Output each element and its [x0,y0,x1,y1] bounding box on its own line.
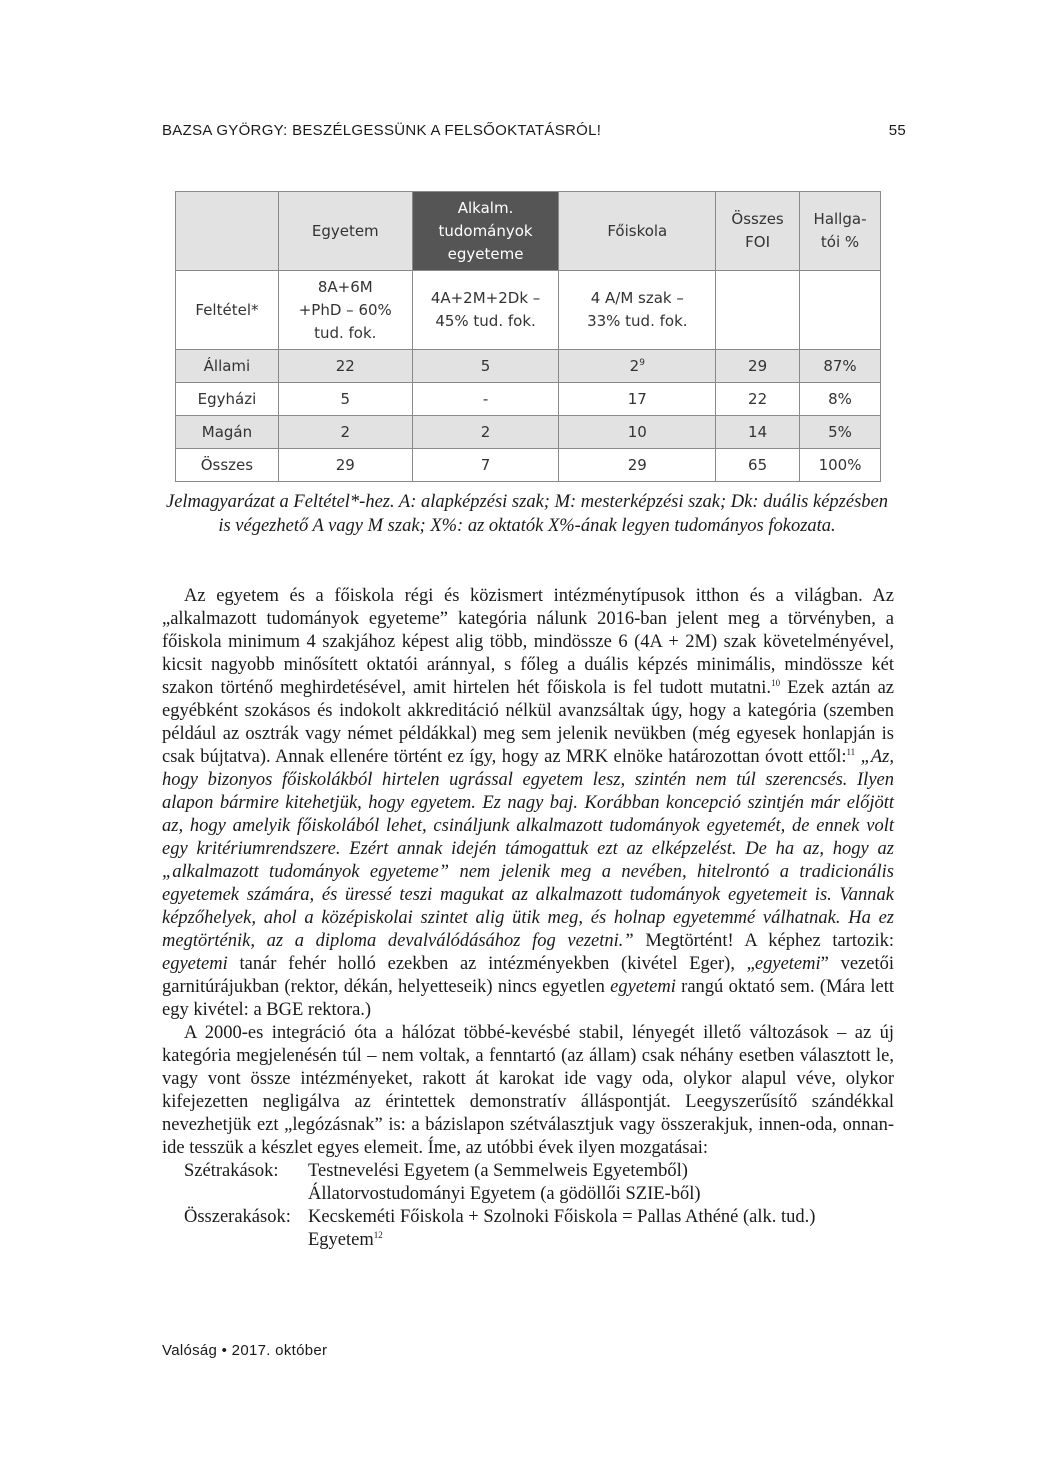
header-cell-egyetem: Egyetem [278,192,412,271]
cell-osszes: 65 [716,449,800,482]
table-row [176,449,881,482]
table-header-row [176,192,881,271]
list-item: Szétrakások: Testnevelési Egyetem (a Semmelweis Egyetemből) [184,1161,688,1181]
cell-foiskola: 10 [559,416,716,449]
cell-osszes: 29 [716,350,800,383]
header-cell-foiskola: Főiskola [559,192,716,271]
cell-pct: 5% [800,416,881,449]
cell-foiskola: $2^9$ [559,350,716,383]
header-cell-pct: Hallga- tói % [800,192,881,271]
cell-condition-alk: 4A+2M+2Dk – 45% tud. fok. [412,271,559,350]
cell-alk: 5 [412,350,559,383]
cell-label: Állami [176,350,279,383]
footnote-ref: 9 [639,357,645,368]
table-legend: Jelmagyarázat a Feltétel*-hez. A: alapképzési szak; M: mesterképzési szak; Dk: duális képzésben is végezhető A vagy M szak; X%: az oktatók X%-ának legyen tudományos fokozata. [166,492,888,536]
page-number: 55 [888,122,906,139]
changes-list [162,1160,894,1252]
paragraph: Az egyetem és a főiskola régi és közismert intézménytípusok itthon és a világban. Az „alkalmazott tudományok egyeteme” kategória nálunk 2016-ban jelent meg a törvényben, a főiskola minimum 4 szakjához képest alig több, mindössze 6 (4A + 2M) szak követelményével, kicsit nagyobb minősített oktatói aránnyal, s főleg a duális képzés minimális, mindössze két szakon történő meghirdetésével, amit hirtelen hét főiskola is fel tudott mutatni.$^{10}$ Ezek aztán az egyébként szokásos és indokolt akkreditáció nélkül avanzsáltak úgy, hogy a kategória (szemben például az osztrák vagy német példákkal) meg sem jelenik nevükben (még egyesek honlapján is csak bújtatva). Annak ellenére történt ez így, hogy az MRK elnöke határozottan óvott ettől:$^{11}$ „Az, hogy bizonyos főiskolákból hirtelen ugrással egyetem lesz, szintén nem túl szerencsés. Ilyen alapon bármire kitehetjük, hogy egyetem. Ez nagy baj. Korábban koncepció szintjén már előjött az, hogy amelyik főiskolából lehet, csináljunk alkalmazott tudományok egyetemét, de ennek volt egy kritériumrendszere. Ezért annak idején támogattuk ezt az elképzelést. De ha az, hogy az „alkalmazott tudományok egyeteme” nem jelenik meg a nevében, hitelrontó a tradicionális egyetemek számára, és üressé teszi magukat az alkalmazott tudományok egyetemeit is. Vannak képzőhelyek, ahol a középiskolai szintet alig ütik meg, és holnap egyetemmé válhatnak. Ha ez megtörténik, az a diploma devalválódásához fog vezetni.” Megtörtént! A képhez tartozik: egyetemi tanár fehér holló ezekben az intézményekben (kivétel Eger), „egyetemi” vezetői garnitúrájukban (rektor, dékán, helyetteseik) nincs egyetlen egyetemi rangú oktató sem. (Mára lett egy kivétel: a BGE rektora.) [162,586,895,1020]
cell-condition-osszes [716,271,800,350]
cell-foiskola: 29 [559,449,716,482]
cell-osszes: 14 [716,416,800,449]
cell-egyetem: 22 [278,350,412,383]
cell-foiskola: 17 [559,383,716,416]
running-footer: Valóság • 2017. október [162,1342,328,1359]
table-row [176,350,881,383]
footnote-ref: 12 [373,1229,383,1240]
cell-osszes: 22 [716,383,800,416]
cell-label: Egyházi [176,383,279,416]
cell-alk: - [412,383,559,416]
cell-condition-pct [800,271,881,350]
table-row [176,416,881,449]
cell-pct: 87% [800,350,881,383]
cell-egyetem: 5 [278,383,412,416]
table-row-condition [176,271,881,350]
paragraph: A 2000-es integráció óta a hálózat többé-kevésbé stabil, lényegét illető változások – az új kategória megjelenésén túl – nem voltak, a fenntartó (az állam) csak néhány esetben választott le, vagy vont össze intézményeket, rakott át karokat ide vagy oda, olykor alapul véve, olykor kifejezetten negligálva az érintettek demonstratív álláspontját. Leegyszerűsítő szándékkal nevezhetjük ezt „legózásnak” is: a bázislapon szétválasztjuk vagy összerakjuk, innen-oda, onnan-ide tesszük a készlet egyes elemeit. Íme, az utóbbi évek ilyen mozgatásai: [162,1023,894,1158]
list-item: Egyetem$^{12}$ [308,1229,383,1250]
cell-alk: 7 [412,449,559,482]
cell-label: Összes [176,449,279,482]
cell-pct: 100% [800,449,881,482]
footnote-ref: 11 [846,746,856,757]
running-title: BAZSA GYÖRGY: BESZÉLGESSÜNK A FELSŐOKTATÁSRÓL! [162,122,602,139]
table-row [176,383,881,416]
list-item: Állatorvostudományi Egyetem (a gödöllői SZIE-ből) [308,1184,701,1204]
cell-egyetem: 29 [278,449,412,482]
cell-alk: 2 [412,416,559,449]
body-text [162,585,894,1252]
header-cell-osszes: Összes FOI [716,192,800,271]
cell-egyetem: 2 [278,416,412,449]
cell-pct: 8% [800,383,881,416]
header-cell-empty [176,192,279,271]
institution-table [175,191,881,482]
list-item: Összerakások: Kecskeméti Főiskola + Szolnoki Főiskola = Pallas Athéné (alk. tud.) [184,1207,816,1227]
cell-condition-egyetem: 8A+6M +PhD – 60% tud. fok. [278,271,412,350]
header-cell-alk: Alkalm. tudományok egyeteme [412,192,559,271]
cell-label: Magán [176,416,279,449]
cell-condition-foiskola: 4 A/M szak – 33% tud. fok. [559,271,716,350]
footnote-ref: 10 [771,677,781,688]
quotation: „Az, hogy bizonyos főiskolákból hirtelen ugrással egyetem lesz, szintén nem túl szerencsés. Ilyen alapon bármire kitehetjük, hogy egyetem. Ez nagy baj. Korábban koncepció szintjén már előjött az, hogy amelyik főiskolából lehet, csináljunk alkalmazott tudományok egyetemét, de ennek volt egy kritériumrendszere. Ezért annak idején támogattuk ezt az elképzelést. De ha az, hogy az „alkalmazott tudományok egyeteme” nem jelenik meg a nevében, hitelrontó a tradicionális egyetemek számára, és üressé teszi magukat az alkalmazott tudományok egyetemeit is. Vannak képzőhelyek, ahol a középiskolai szintet alig ütik meg, és holnap egyetemmé válhatnak. Ha ez megtörténik, az a diploma devalválódásához fog vezetni.” [162,747,894,951]
cell-condition-label: Feltétel* [176,271,279,350]
